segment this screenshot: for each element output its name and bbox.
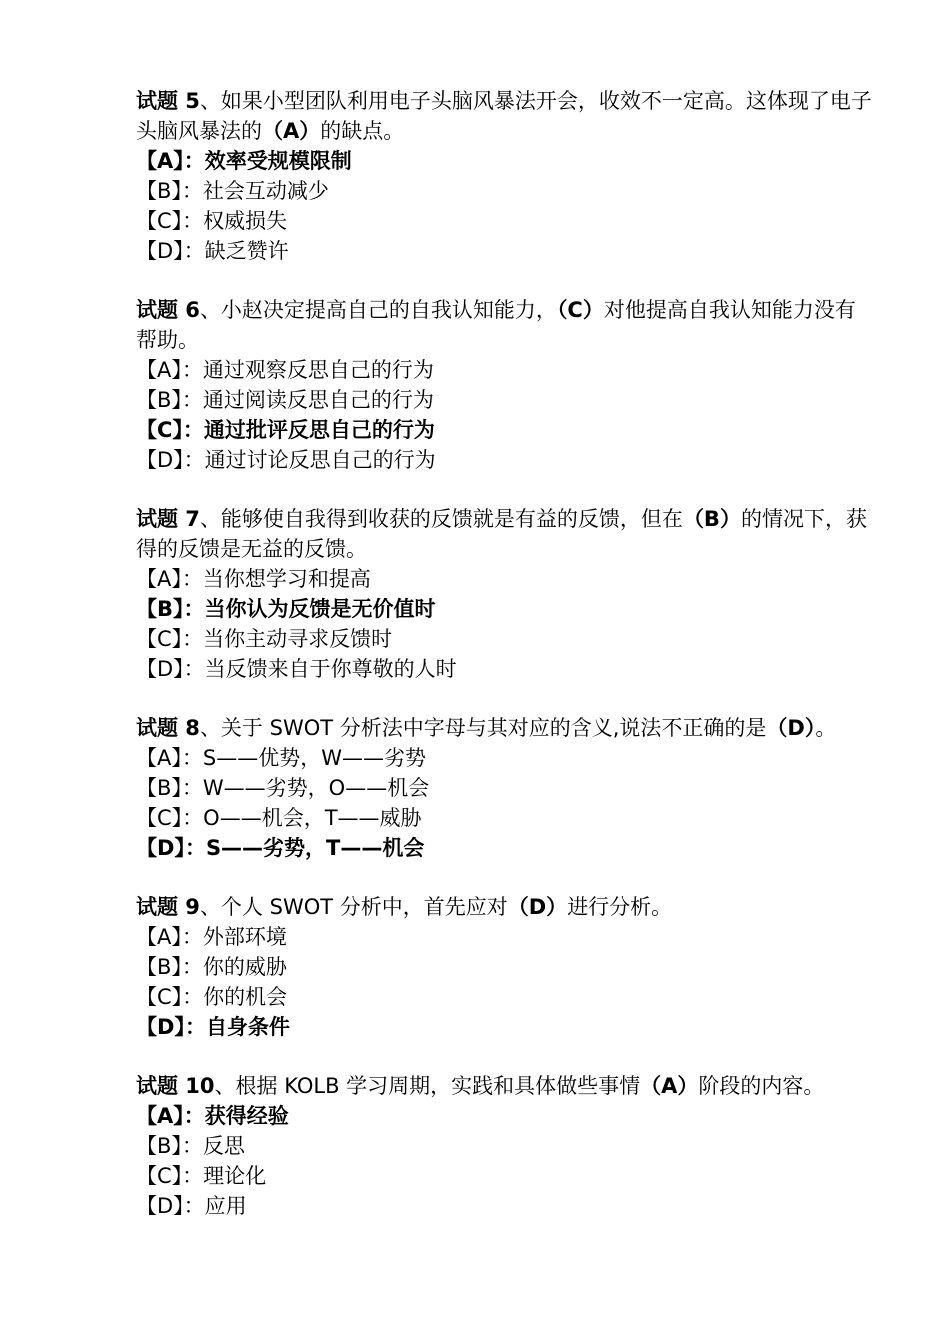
question-text-tail: 的情况下，获得的反馈是无益的反馈。 — [136, 507, 867, 561]
question-text-tail: 的缺点。 — [320, 119, 405, 143]
option-text: W——劣势，O——机会 — [202, 776, 430, 800]
option-key: 【B】 — [136, 955, 182, 979]
question-stem — [136, 713, 876, 743]
option-c — [136, 624, 870, 654]
option-a — [136, 355, 870, 385]
question-5 — [136, 86, 870, 266]
option-separator: ： — [182, 418, 204, 442]
option-key: 【D】 — [136, 239, 184, 263]
option-key: 【B】 — [136, 388, 182, 412]
option-text: 理论化 — [203, 1164, 267, 1188]
option-separator: ： — [183, 657, 205, 681]
option-separator: ： — [183, 1194, 205, 1218]
option-key: 【A】 — [136, 1104, 184, 1128]
option-separator: ： — [181, 388, 203, 412]
option-text: 自身条件 — [205, 1015, 290, 1039]
question-text-tail: 对他提高自我认知能力没有帮助。 — [136, 298, 856, 352]
option-separator: ： — [182, 985, 204, 1009]
question-stem — [136, 504, 876, 564]
question-number: 试题 9 — [136, 895, 200, 919]
option-b — [136, 952, 870, 982]
option-separator: ： — [182, 806, 204, 830]
option-key: 【B】 — [136, 1134, 182, 1158]
option-key: 【C】 — [136, 985, 183, 1009]
option-b — [136, 773, 870, 803]
option-d — [136, 833, 870, 863]
question-7 — [136, 504, 870, 684]
option-d — [136, 1012, 870, 1042]
option-key: 【A】 — [136, 746, 182, 770]
option-c — [136, 206, 870, 236]
question-number: 试题 8 — [136, 716, 200, 740]
option-text: O——机会，T——威胁 — [203, 806, 422, 830]
option-separator: ： — [181, 776, 203, 800]
question-number: 试题 10 — [136, 1074, 215, 1098]
option-separator: ： — [183, 448, 205, 472]
option-separator: ： — [183, 239, 205, 263]
question-8 — [136, 713, 870, 863]
option-b — [136, 1131, 870, 1161]
option-separator: ： — [181, 746, 203, 770]
option-text: 当你认为反馈是无价值时 — [204, 597, 436, 621]
option-text: 外部环境 — [202, 925, 287, 949]
option-separator: ： — [181, 1134, 203, 1158]
option-d — [136, 654, 870, 684]
option-c — [136, 1161, 870, 1191]
option-separator: ： — [181, 358, 203, 382]
option-key: 【C】 — [136, 418, 183, 442]
option-text: 通过批评反思自己的行为 — [203, 418, 435, 442]
option-c — [136, 415, 870, 445]
option-separator: ： — [184, 1015, 206, 1039]
question-number: 试题 7 — [136, 507, 200, 531]
option-key: 【C】 — [136, 806, 183, 830]
question-stem — [136, 892, 876, 922]
option-separator: ： — [183, 1104, 205, 1128]
question-text: 、小赵决定提高自己的自我认知能力， — [199, 298, 557, 322]
option-key: 【B】 — [136, 597, 184, 621]
option-separator: ： — [183, 149, 205, 173]
option-a — [136, 743, 870, 773]
option-d — [136, 445, 870, 475]
option-c — [136, 982, 870, 1012]
question-number: 试题 6 — [136, 298, 200, 322]
option-text: S——优势，W——劣势 — [202, 746, 426, 770]
option-key: 【D】 — [136, 448, 184, 472]
question-text: 、根据 KOLB 学习周期，实践和具体做些事情 — [214, 1074, 641, 1098]
option-separator: ： — [184, 836, 206, 860]
option-key: 【D】 — [136, 1194, 184, 1218]
option-text: S——劣势，T——机会 — [205, 836, 425, 860]
option-a — [136, 564, 870, 594]
answer-mark: （C） — [556, 298, 604, 322]
option-text: 当你想学习和提高 — [202, 567, 371, 591]
question-number: 试题 5 — [136, 89, 200, 113]
question-text-tail: 。 — [815, 716, 837, 740]
option-key: 【B】 — [136, 179, 182, 203]
option-separator: ： — [182, 627, 204, 651]
option-text: 你的机会 — [203, 985, 288, 1009]
option-text: 反思 — [202, 1134, 245, 1158]
question-9 — [136, 892, 870, 1042]
option-key: 【A】 — [136, 358, 182, 382]
option-text: 你的威胁 — [202, 955, 287, 979]
option-b — [136, 176, 870, 206]
option-key: 【C】 — [136, 1164, 183, 1188]
question-text-tail: 进行分析。 — [567, 895, 673, 919]
option-separator: ： — [183, 597, 205, 621]
option-a — [136, 922, 870, 952]
option-key: 【D】 — [136, 1015, 185, 1039]
option-d — [136, 1191, 870, 1221]
answer-mark: （A） — [262, 119, 321, 143]
question-text-tail: 阶段的内容。 — [698, 1074, 825, 1098]
question-text: 、能够使自我得到收获的反馈就是有益的反馈，但在 — [199, 507, 683, 531]
question-text: 、个人 SWOT 分析中，首先应对 — [199, 895, 508, 919]
answer-mark: （B） — [682, 507, 741, 531]
option-separator: ： — [181, 179, 203, 203]
option-a — [136, 146, 870, 176]
option-b — [136, 385, 870, 415]
option-separator: ： — [181, 567, 203, 591]
option-key: 【A】 — [136, 149, 184, 173]
option-text: 缺乏赞许 — [204, 239, 289, 263]
option-key: 【B】 — [136, 776, 182, 800]
option-separator: ： — [182, 209, 204, 233]
option-text: 效率受规模限制 — [204, 149, 352, 173]
option-text: 社会互动减少 — [202, 179, 329, 203]
option-c — [136, 803, 870, 833]
option-key: 【D】 — [136, 836, 185, 860]
option-a — [136, 1101, 870, 1131]
question-stem — [136, 295, 876, 355]
option-text: 通过观察反思自己的行为 — [202, 358, 434, 382]
question-stem — [136, 86, 876, 146]
option-key: 【C】 — [136, 209, 183, 233]
option-d — [136, 236, 870, 266]
question-10 — [136, 1071, 870, 1221]
question-text: 、如果小型团队利用电子头脑风暴法开会，收效不一定高。这体现了电子头脑风暴法的 — [136, 89, 872, 143]
option-text: 当反馈来自于你尊敬的人时 — [204, 657, 457, 681]
option-key: 【A】 — [136, 567, 182, 591]
answer-mark: （A） — [640, 1074, 699, 1098]
option-text: 当你主动寻求反馈时 — [203, 627, 393, 651]
option-separator: ： — [182, 1164, 204, 1188]
option-text: 应用 — [204, 1194, 247, 1218]
question-text: 、关于 SWOT 分析法中字母与其对应的含义,说法不正确的是 — [199, 716, 767, 740]
option-b — [136, 594, 870, 624]
option-separator: ： — [181, 955, 203, 979]
option-text: 通过阅读反思自己的行为 — [202, 388, 434, 412]
option-text: 权威损失 — [203, 209, 288, 233]
option-key: 【C】 — [136, 627, 183, 651]
answer-mark: （D） — [507, 895, 568, 919]
answer-mark: （D） — [766, 716, 816, 740]
option-text: 获得经验 — [204, 1104, 289, 1128]
option-key: 【D】 — [136, 657, 184, 681]
option-key: 【A】 — [136, 925, 182, 949]
question-stem — [136, 1071, 876, 1101]
option-separator: ： — [181, 925, 203, 949]
question-6 — [136, 295, 870, 475]
option-text: 通过讨论反思自己的行为 — [204, 448, 436, 472]
